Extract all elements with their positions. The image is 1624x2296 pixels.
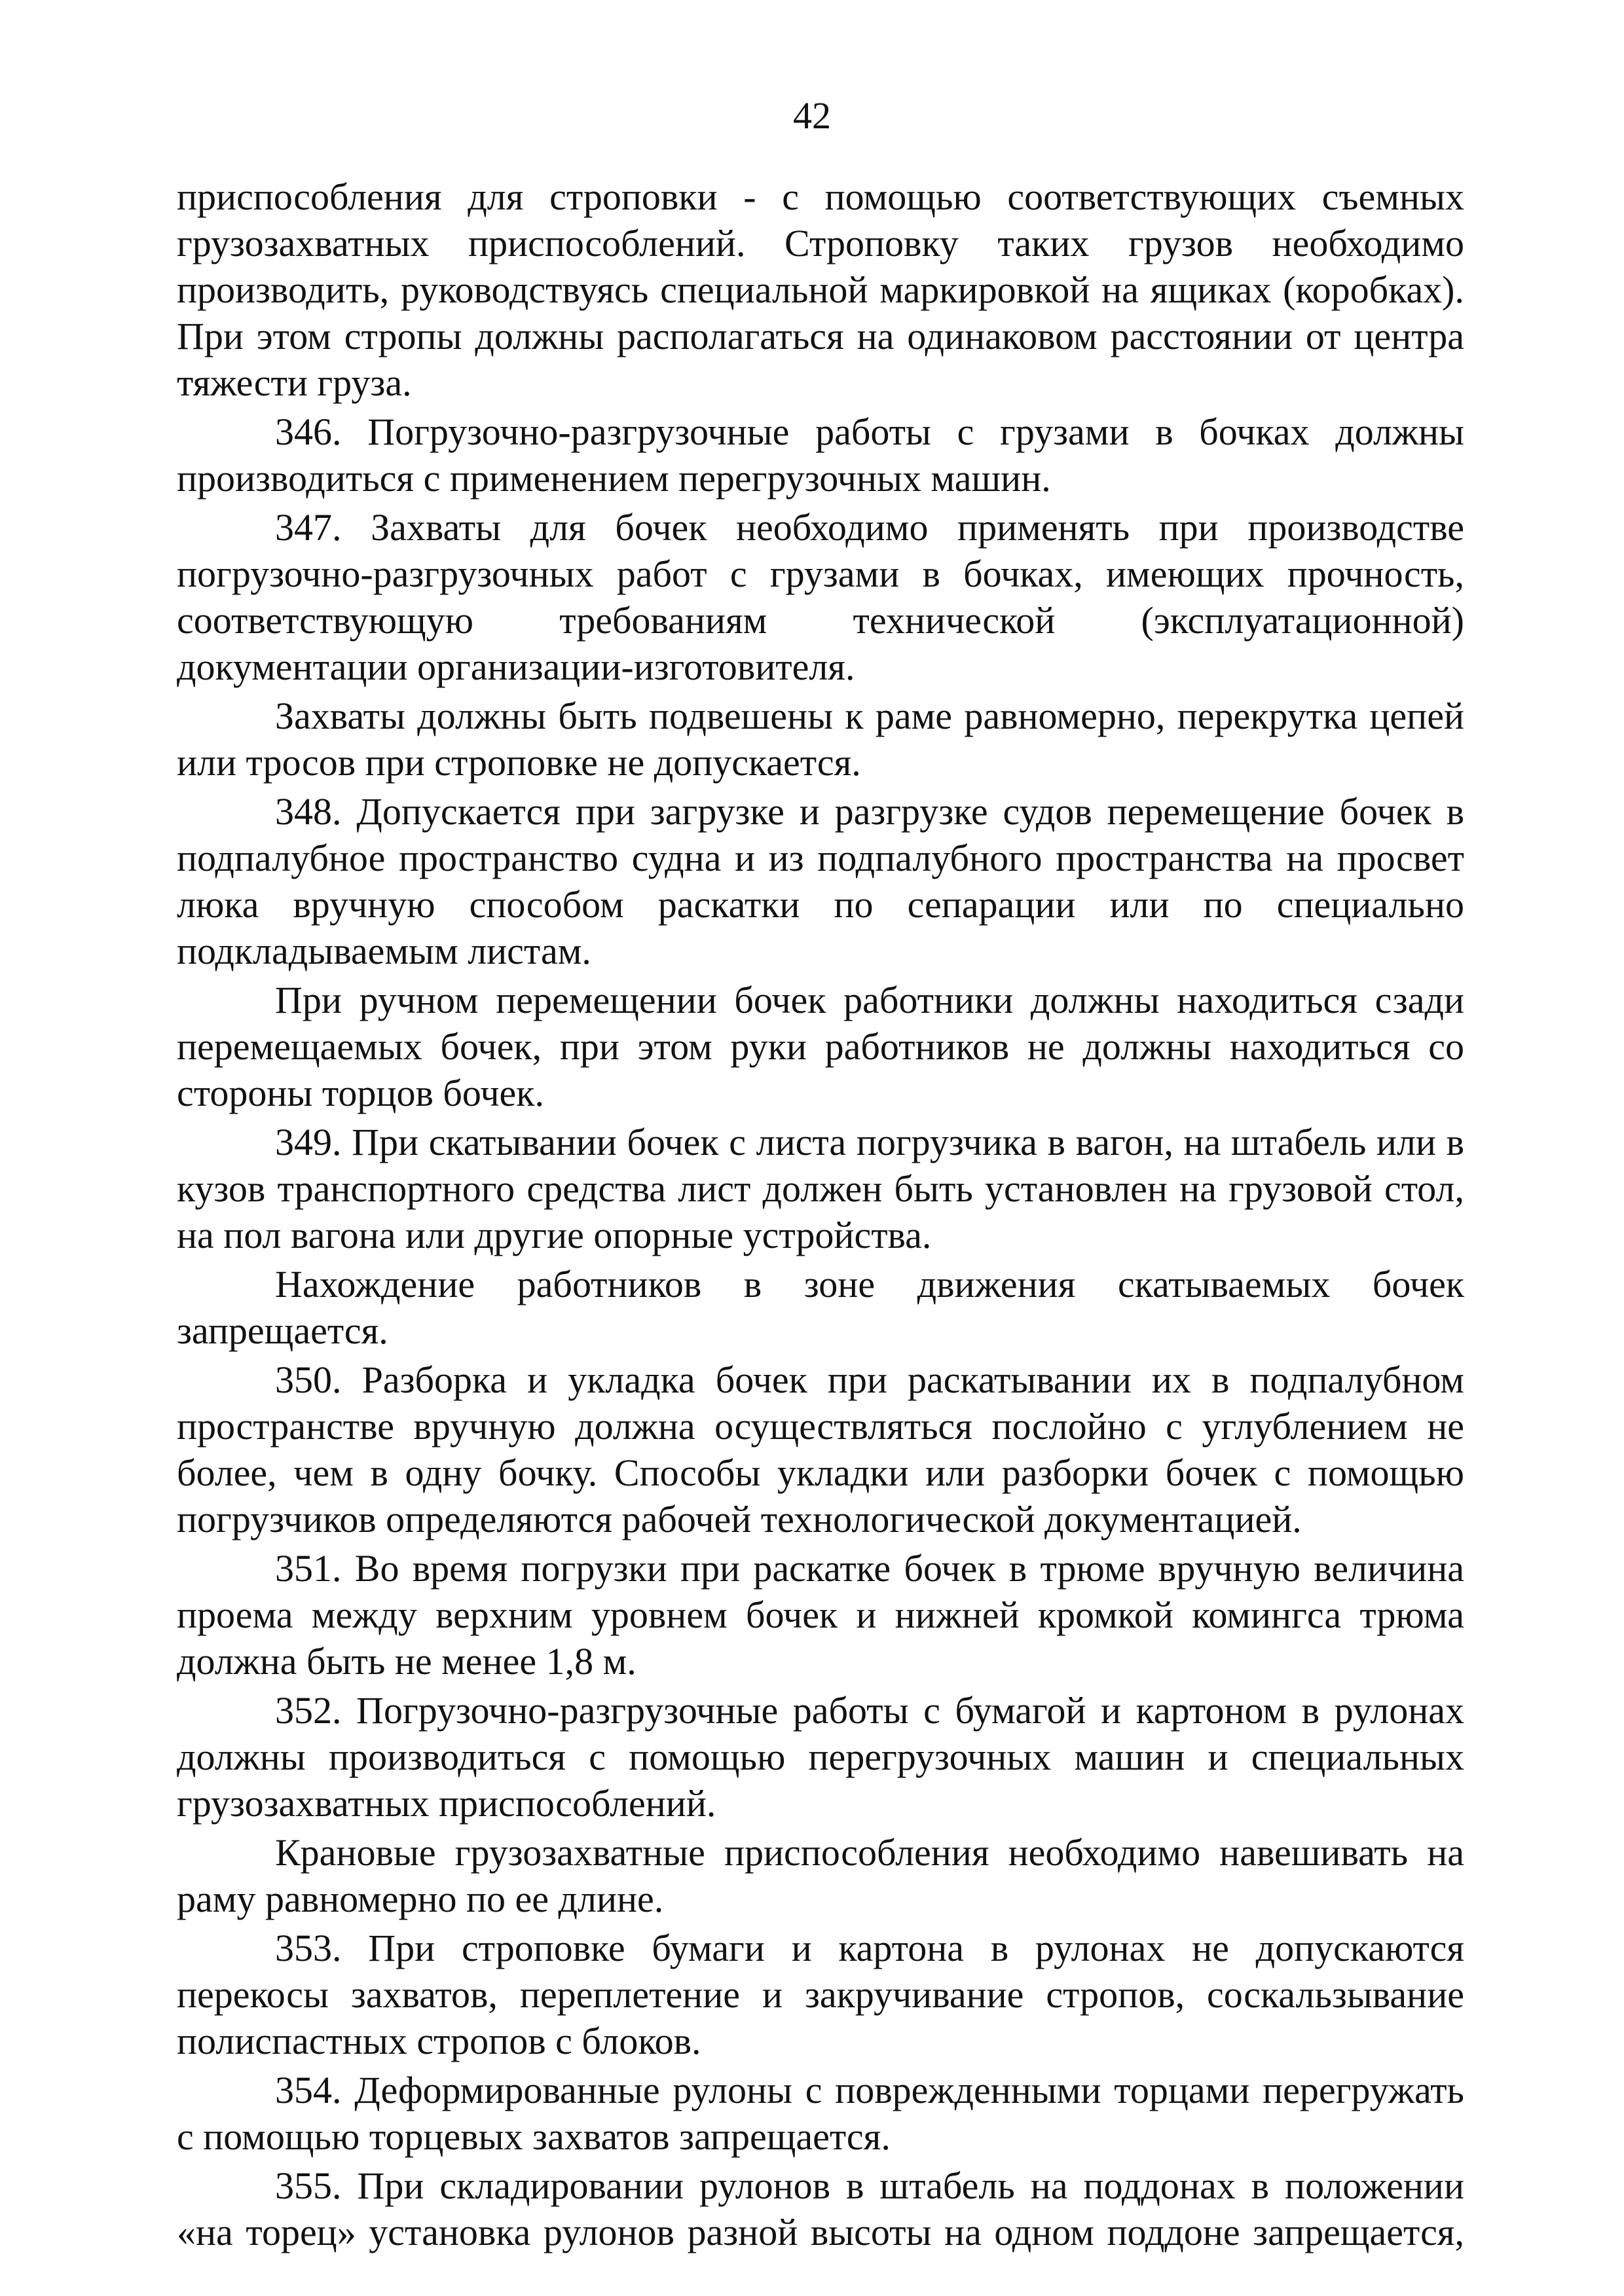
paragraph-355: 355. При складировании рулонов в штабель на поддонах в положении «на торец» установка рулонов разной высоты на одном поддоне запрещается, [177,2164,1464,2253]
page-number: 42 [793,94,831,137]
paragraph-350: 350. Разборка и укладка бочек при раскатывании их в подпалубном пространстве вручную должна осуществляться послойно с углублением не более, чем в одну бочку. Способы укладки или разборки бочек с помощью погрузчиков определяются рабочей технологической документацией. [177,1358,1464,1540]
paragraph-347: 347. Захваты для бочек необходимо применять при производстве погрузочно-разгрузочных работ с грузами в бочках, имеющих прочность, соответствующую требованиям технической (эксплуатационной) документации организации-изготовителя. [177,506,1464,688]
paragraph-351: 351. Во время погрузки при раскатке бочек в трюме вручную величина проема между верхним уровнем бочек и нижней кромкой комингса трюма должна быть не менее 1,8 м. [177,1547,1464,1683]
paragraph-348: 348. Допускается при загрузке и разгрузке судов перемещение бочек в подпалубное пространство судна и из подпалубного пространства на просвет люка вручную способом раскатки по сепарации или по специально подкладываемым листам. [177,790,1464,972]
paragraph-352-note: Крановые грузозахватные приспособления необходимо навешивать на раму равномерно по ее длине. [177,1831,1464,1920]
paragraph-346: 346. Погрузочно-разгрузочные работы с грузами в бочках должны производиться с применением перегрузочных машин. [177,410,1464,500]
paragraph-349-note: Нахождение работников в зоне движения скатываемых бочек запрещается. [177,1263,1464,1352]
paragraph-352: 352. Погрузочно-разгрузочные работы с бумагой и картоном в рулонах должны производиться с помощью перегрузочных машин и специальных грузозахватных приспособлений. [177,1689,1464,1825]
paragraph-continuation: приспособления для строповки - с помощью соответствующих съемных грузозахватных приспособлений. Строповку таких грузов необходимо производить, руководствуясь специальной маркировкой на ящиках (коробках). При этом стропы должны располагаться на одинаковом расстоянии от центра тяжести груза. [177,175,1464,404]
paragraph-353: 353. При строповке бумаги и картона в рулонах не допускаются перекосы захватов, переплетение и закручивание стропов, соскальзывание полиспастных стропов с блоков. [177,1927,1464,2062]
paragraph-348-note: При ручном перемещении бочек работники должны находиться сзади перемещаемых бочек, при этом руки работников не должны находиться со стороны торцов бочек. [177,979,1464,1114]
paragraph-349: 349. При скатывании бочек с листа погрузчика в вагон, на штабель или в кузов транспортного средства лист должен быть установлен на грузовой стол, на пол вагона или другие опорные устройства. [177,1121,1464,1256]
paragraph-347-note: Захваты должны быть подвешены к раме равномерно, перекрутка цепей или тросов при строповке не допускается. [177,695,1464,784]
document-body [177,173,1464,2258]
paragraph-354: 354. Деформированные рулоны с поврежденными торцами перегружать с помощью торцевых захватов запрещается. [177,2069,1464,2158]
